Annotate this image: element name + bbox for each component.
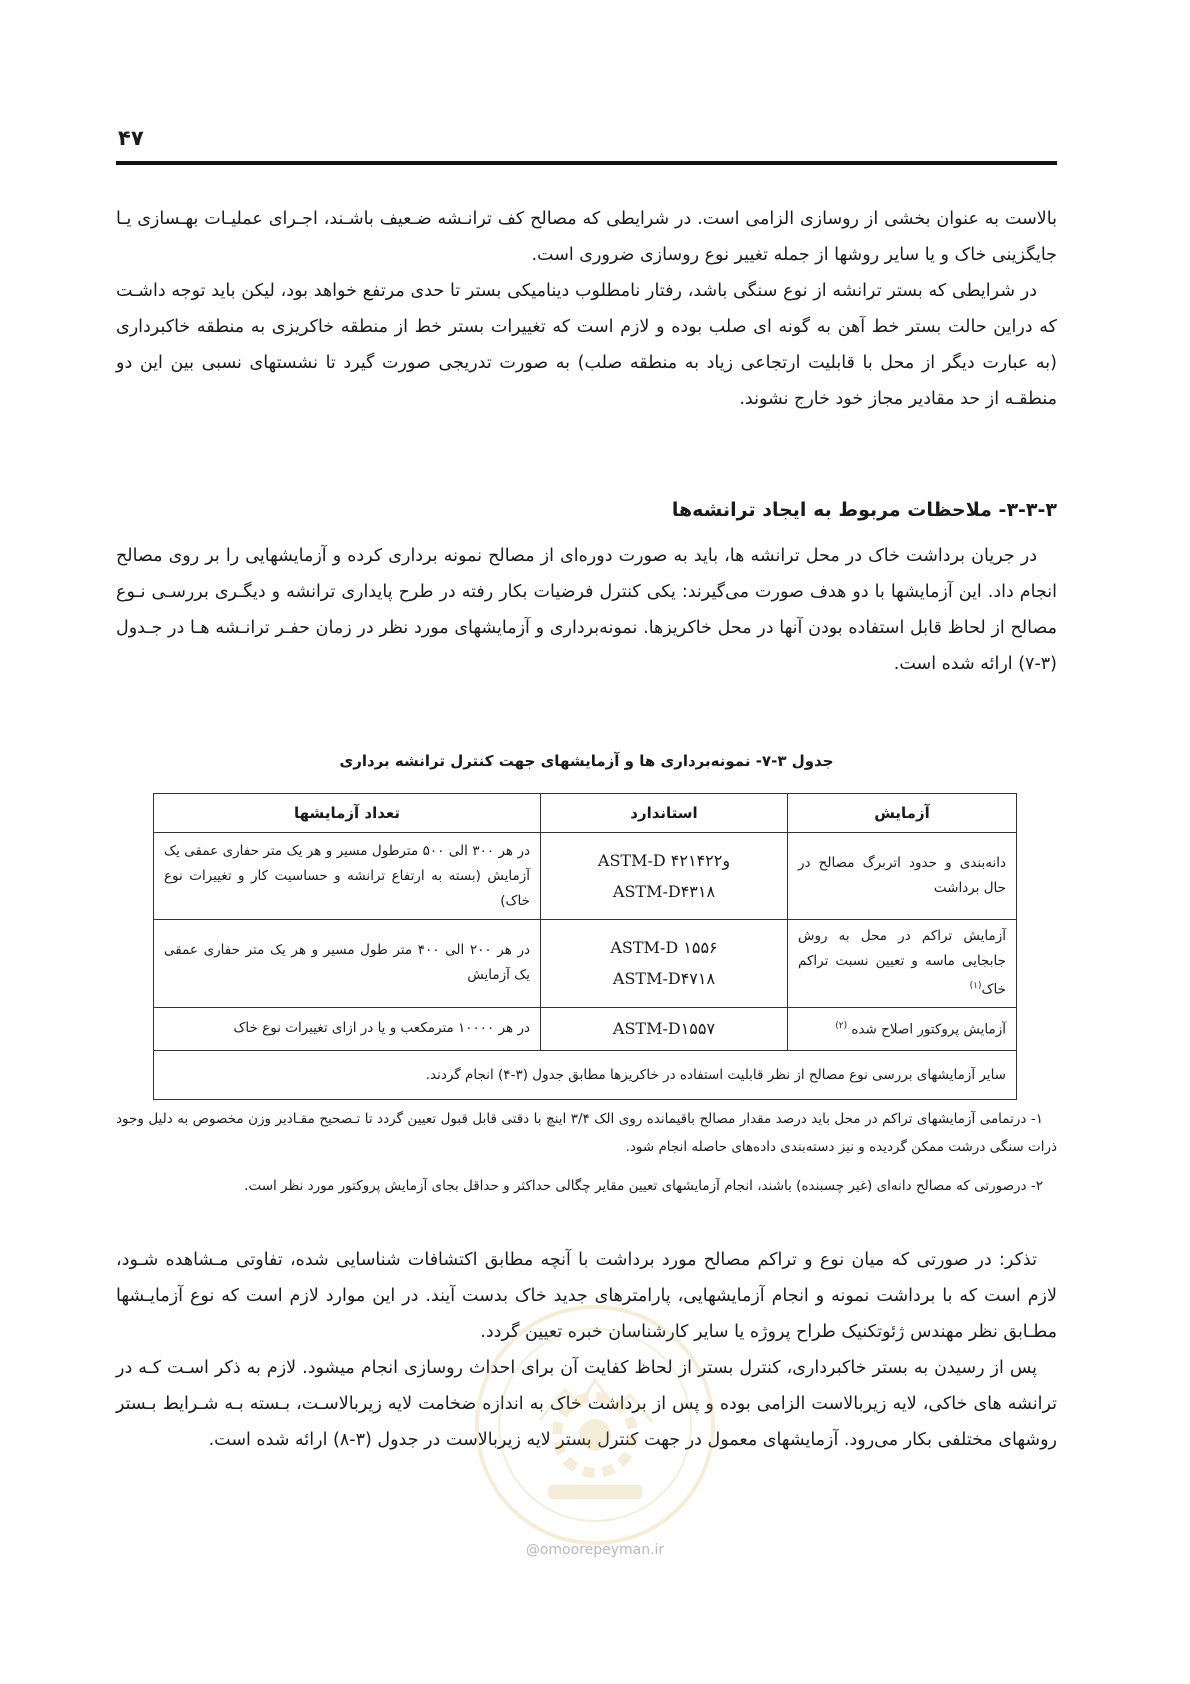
tests-table [153, 793, 1017, 1100]
header-test: آزمایش [788, 794, 1017, 833]
cell-test [788, 1007, 1017, 1050]
footnote-ref: (۲) [835, 1021, 848, 1032]
cell-count: در هر ۱۰۰۰۰ مترمکعب و یا در ازای تغییرات نوع خاک [154, 1007, 541, 1050]
paragraph: در جریان برداشت خاک در محل ترانشه ها، باید به صورت دوره‌ای از مصالح نمونه برداری کرده و آزمایشهایی را بر روی مصالح انجام داد. این آزمایشها با دو هدف صورت می‌گیرند: یکی کنترل فرضیات بکار رفته در طرح پایداری ترانشه و دیگـری بررسـی نـوع مصالح از لحاظ قابل استفاده بودن آنها در محل خاکریزها. نمونه‌برداری و آزمایشهای مورد نظر در زمان حفـر ترانـشه هـا در جـدول (۳-۷) ارائه شده است. [116, 546, 1057, 674]
footnote: ۱- درتمامی آزمایشهای تراکم در محل باید درصد مقدار مصالح باقیمانده روی الک ۳/۴ اینچ با دقتی قابل قبول تعیین گردد تا تـصحیح مقـادیر وزن مخصوص به دلیل وجود ذرات سنگی درشت ممکن گردیده و نیز دسته‌بندی داده‌های حاصله انجام شود. [116, 1111, 1057, 1155]
page-number: ۴۷ [118, 126, 144, 150]
intro-text [116, 201, 1057, 417]
section-heading: ۳-۳-۳- ملاحظات مربوط به ایجاد ترانشه‌ها [671, 499, 1057, 521]
footnote: ۲- درصورتی که مصالح دانه‌ای (غیر چسبنده) باشند، انجام آزمایشهای تعیین مقایر چگالی حداکثر و حداقل بجای آزمایش پروکتور مورد نظر است. [244, 1178, 1043, 1194]
standard-code: ASTM-D ۱۵۵۶ [610, 938, 718, 958]
cell-test [788, 833, 1017, 920]
standard-code: ASTM-D۱۵۵۷ [612, 1019, 716, 1038]
table-row [154, 833, 1017, 920]
section-text [116, 538, 1057, 682]
standard-code: ASTM-D۴۷۱۸ [612, 969, 716, 989]
footnotes [116, 1105, 1057, 1200]
table-header-row [154, 794, 1017, 833]
table-note-row [154, 1050, 1017, 1099]
test-name: دانه‌بندی و حدود اتربرگ مصالح در حال برداشت [798, 855, 1006, 896]
paragraph: بالاست به عنوان بخشی از روسازی الزامی است. در شرایطی که مصالح کف ترانـشه ضـعیف باشـند، اجـرای عملیـات بهـسازی یـا جایگزینی خاک و یا سایر روشها از جمله تغییر نوع روسازی ضروری است. [116, 209, 1057, 265]
cell-standard [541, 1007, 788, 1050]
cell-count: در هر ۲۰۰ الی ۴۰۰ متر طول مسیر و هر یک متر حفاری عمقی یک آزمایش [154, 920, 541, 1008]
cell-test [788, 920, 1017, 1008]
cell-standard [541, 833, 788, 920]
header-count: تعداد آزمایشها [154, 794, 541, 833]
table-note: سایر آزمایشهای بررسی نوع مصالح از نظر قابلیت استفاده در خاکریزها مطابق جدول (۳-۴) انجام گردند. [154, 1050, 1017, 1099]
header-rule [116, 161, 1057, 165]
header-standard: استاندارد [541, 794, 788, 833]
table-row [154, 1007, 1017, 1050]
standard-code: ASTM-D ۴۲۱و۴۲۲ [597, 851, 731, 870]
table-caption: جدول ۳-۷- نمونه‌برداری ها و آزمایشهای جهت کنترل ترانشه برداری [339, 752, 834, 770]
watermark-text: @omoorepeyman.ir [525, 1542, 665, 1558]
table-row [154, 920, 1017, 1008]
test-name: آزمایش پروکتور اصلاح شده [847, 1021, 1006, 1038]
paragraph: در شرایطی که بستر ترانشه از نوع سنگی باشد، رفتار نامطلوب دینامیکی بستر تا حدی مرتفع خواهد بود، لیکن باید توجه داشـت که دراین حالت بستر خط آهن به گونه ای صلب بوده و لازم است که تغییرات بستر خط از منطقه خاکریزی به منطقه خاکبرداری (به عبارت دیگر از محل با قابلیت ارتجاعی زیاد به منطقه صلب) به صورت تدریجی صورت گیرد تا نشستهای نسبی بین این دو منطقـه از حد مقادیر مجاز خود خارج نشوند. [116, 281, 1057, 409]
paragraph: تذکر: در صورتی که میان نوع و تراکم مصالح مورد برداشت با آنچه مطابق اکتشافات شناسایی شده، تفاوتی مـشاهده شـود، لازم است که با برداشت نمونه و انجام آزمایشهایی، پارامترهای جدید خاک بدست آیند. در این موارد لازم است که نوع آزمایـشها مطـابق نظر مهندس ژئوتکنیک طراح پروژه یا سایر کارشناسان خبره تعیین گردد. [116, 1250, 1057, 1342]
cell-count: در هر ۳۰۰ الی ۵۰۰ مترطول مسیر و هر یک متر حفاری عمقی یک آزمایش (بسته به ارتفاع ترانشه و حساسیت کار و تغییرات نوع خاک) [154, 833, 541, 920]
test-name: آزمایش تراکم در محل به روش جابجایی ماسه و تعیین نسبت تراکم خاک [798, 928, 1006, 998]
watermark-seal-icon [470, 1300, 720, 1550]
paragraph: پس از رسیدن به بستر خاکبرداری، کنترل بستر از لحاظ کفایت آن برای احداث روسازی انجام میشود. لازم به ذکر اسـت کـه در ترانشه های خاکی، لایه زیربالاست الزامی بوده و پس از برداشت خاک به اندازه ضخامت لایه زیربالاسـت، بـسته بـه شـرایط بـستر روشهای مختلفی بکار می‌رود. آزمایشهای معمول در جهت کنترل بستر لایه زیربالاست در جدول (۳-۸) ارائه شده است. [116, 1358, 1057, 1450]
cell-standard [541, 920, 788, 1008]
footnote-ref: (۱) [969, 981, 982, 991]
standard-code: ASTM-D۴۳۱۸ [612, 882, 716, 901]
